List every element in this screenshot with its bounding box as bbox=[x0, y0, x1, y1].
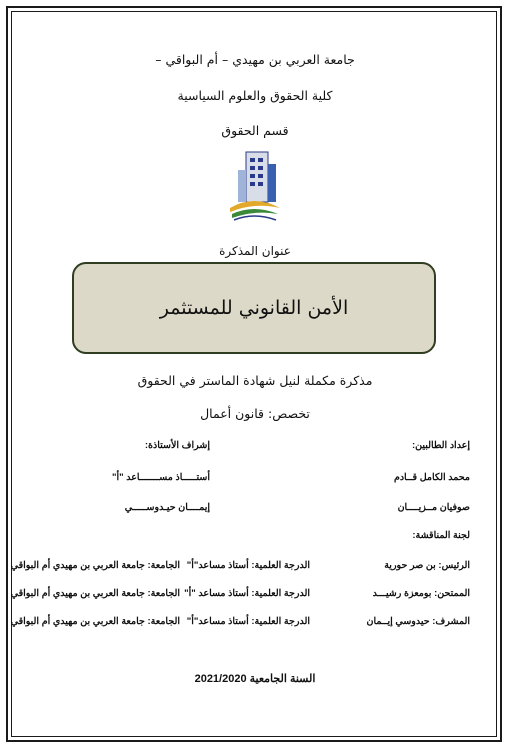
jury-member-name: الرئيس: بن صر حورية bbox=[384, 560, 470, 571]
students-label: إعداد الطالبين: bbox=[411, 440, 470, 451]
specialty-line: تخصص: قانون أعمال bbox=[200, 406, 310, 421]
student-name-1: محمد الكامل قــادم bbox=[393, 472, 470, 483]
memo-title: الأمن القانوني للمستثمر bbox=[159, 297, 349, 319]
jury-member-name: المشرف: حيدوسي إيــمان bbox=[366, 616, 470, 627]
jury-member-name: الممتحن: بومعزة رشيـــد bbox=[372, 588, 470, 599]
jury-member-university: الجامعة: جامعة العربي بن مهيدي أم البواقي bbox=[10, 588, 180, 599]
university-logo-icon bbox=[224, 150, 284, 232]
supervision-label: إشراف الأستاذة: bbox=[144, 440, 210, 451]
jury-member-degree: الدرجة العلمية: أستاذ مساعد"أ" bbox=[186, 616, 310, 627]
memo-title-box bbox=[72, 262, 436, 354]
jury-label: لجنة المناقشة: bbox=[412, 530, 470, 541]
university-name: جامعة العربي بن مهيدي – أم البواقي – bbox=[155, 52, 355, 67]
department-name: قسم الحقوق bbox=[221, 123, 289, 138]
jury-member-degree: الدرجة العلمية: أستاذ مساعد"أ" bbox=[186, 560, 310, 571]
student-name-2: صوفيان مــزيــــان bbox=[397, 502, 470, 513]
academic-year: السنة الجامعية 2021/2020 bbox=[194, 673, 316, 685]
supervisor-name: إيمــــان حيـدوســـــي bbox=[124, 502, 210, 513]
supervisor-rank: أستـــــاذ مســـــــاعد "أ" bbox=[111, 472, 210, 483]
memo-title-label: عنوان المذكرة bbox=[219, 244, 291, 258]
jury-member-degree: الدرجة العلمية: أستاذ مساعد "أ" bbox=[184, 588, 310, 599]
faculty-name: كلية الحقوق والعلوم السياسية bbox=[177, 88, 333, 103]
degree-line: مذكرة مكملة لنيل شهادة الماستر في الحقوق bbox=[137, 373, 373, 388]
jury-member-university: الجامعة: جامعة العربي بن مهيدي أم البواقي bbox=[10, 616, 180, 627]
jury-member-university: الجامعة: جامعة العربي بن مهيدي أم البواقي bbox=[10, 560, 180, 571]
